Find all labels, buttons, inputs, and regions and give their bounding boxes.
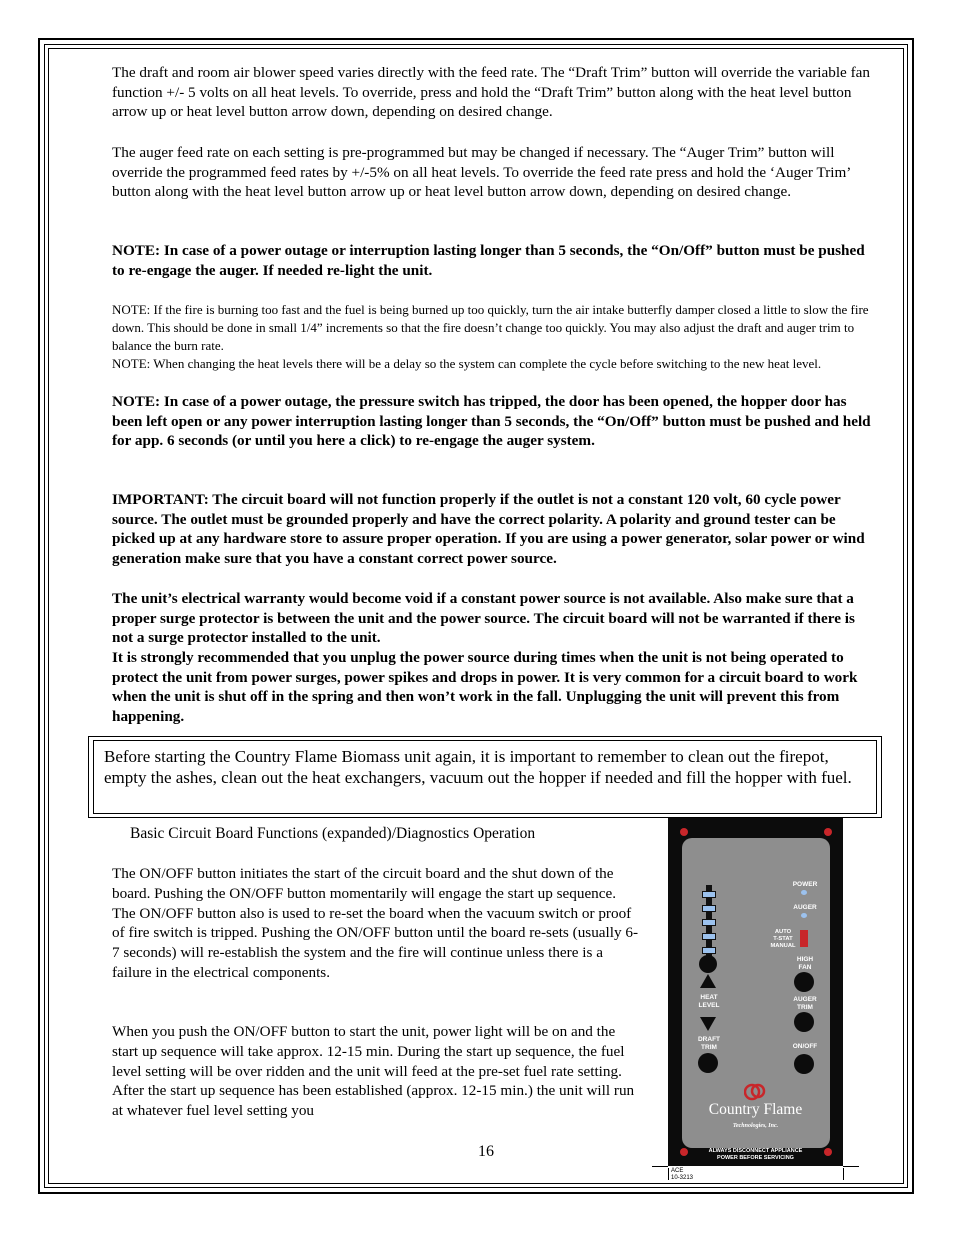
part-code-line-2: 10-3213 xyxy=(671,1174,694,1181)
draft-trim-label xyxy=(690,1036,728,1051)
mode-manual-text: MANUAL xyxy=(770,942,796,949)
onoff-button xyxy=(794,1054,814,1074)
level-indicator xyxy=(702,919,716,926)
draft-trim-button xyxy=(698,1053,718,1073)
mode-tstat-text: T-STAT xyxy=(773,935,793,942)
important-power-source: IMPORTANT: The circuit board will not function properly if the outlet is not a constant 120 volt, 60 cycle power source. The outlet must be grounded properly and have the correct polarity. A polarity and ground tester can be picked up at any hardware store to assure proper operation. If you are using a power generator, solar power or wind generation make sure that you have a constant correct power source. xyxy=(112,491,865,568)
level-indicator xyxy=(702,947,716,954)
mode-switch xyxy=(800,930,808,947)
auger-trim-text: AUGER xyxy=(793,996,817,1003)
crop-mark xyxy=(843,1166,859,1167)
note-power-outage: NOTE: In case of a power outage or interruption lasting longer than 5 seconds, the “On/Off” button must be pushed to re-engage the auger. If needed re-light the unit. xyxy=(112,242,865,279)
control-panel-image xyxy=(668,818,843,1166)
note-heat-level-delay: NOTE: When changing the heat levels there will be a delay so the system can complete the cycle before switching to the new heat level. xyxy=(112,356,822,371)
paragraph-start-sequence: When you push the ON/OFF button to start the unit, power light will be on and the start up sequence will take approx. 12-15 min. During the start up sequence, the fuel level setting will be over ridden and the unit will feed at the pre-set fuel rate setting. After the start up sequence has been established (approx. 12-15 min.) the unit will run at whatever fuel level setting you xyxy=(112,1023,635,1120)
important-unplug: It is strongly recommended that you unplug the power source during times when the unit is not being operated to protect the unit from power surges, power spikes and drops in power. It is very common for a circuit board to work when the unit is shut off in the spring and then won’t work in the fall. Unplugging the unit will prevent this from happening. xyxy=(112,649,858,726)
brand-name: Country Flame xyxy=(708,1101,803,1118)
section-title: Basic Circuit Board Functions (expanded)/Diagnostics Operation xyxy=(130,825,536,842)
service-warning xyxy=(668,1148,843,1161)
part-code xyxy=(671,1168,693,1181)
callout-text: Before starting the Country Flame Biomass unit again, it is important to remember to clean out the firepot, empty the ashes, clean out the heat exchangers, vacuum out the hopper if needed and fill the hopper with fuel. xyxy=(104,747,852,787)
arrow-up-icon xyxy=(700,974,716,988)
level-indicator xyxy=(702,905,716,912)
level-indicator xyxy=(702,933,716,940)
auger-label: AUGER xyxy=(793,904,817,911)
country-flame-logo-icon xyxy=(744,1082,766,1102)
screw-icon xyxy=(824,828,832,836)
fan-text: FAN xyxy=(798,963,812,971)
part-code-line-1: ACE xyxy=(671,1168,684,1174)
paragraph-onoff-button: The ON/OFF button initiates the start of the circuit board and the shut down of the board. Pushing the ON/OFF button momentarily will engage the start up sequence. The ON/OFF button also is used to re-set the board when the vacuum switch or proof of fire switch is tripped. Pushing the ON/OFF button until the board re-sets (usually 6-7 seconds) will re-establish the system and the fire will continue unless there is a failure in the electrical components. xyxy=(112,865,639,981)
mode-auto-text: AUTO xyxy=(774,929,792,935)
level-indicator xyxy=(702,891,716,898)
auger-trim-text-2: TRIM xyxy=(797,1003,813,1011)
high-text: HIGH xyxy=(796,956,814,963)
screw-icon xyxy=(680,828,688,836)
page-number: 16 xyxy=(478,1143,494,1160)
note-fire-too-fast: NOTE: If the fire is burning too fast and the fuel is being burned up too quickly, turn the air intake butterfly damper closed a little to slow the fire down. This should be done in small 1/4” increments so that the fire doesn’t change too quickly. You may also adjust the draft and auger trim to balance the burn rate. xyxy=(112,302,869,353)
high-fan-label xyxy=(780,956,830,971)
mode-labels xyxy=(762,929,804,949)
crop-mark xyxy=(652,1166,668,1167)
crop-mark xyxy=(843,1168,844,1180)
important-warranty: The unit’s electrical warranty would become void if a constant power source is not available. Also make sure that a proper surge protector is between the unit and the power source. The circuit board will not be warranted if there is not a surge protector installed to the unit. xyxy=(112,590,855,647)
paragraph-auger-trim: The auger feed rate on each setting is pre-programmed but may be changed if necessary. The “Auger Trim” button will override the programmed feed rates by +/-5% on all heat levels. To override the feed rate press and hold the ‘Auger Trim’ button along with the heat level button arrow up or heat level button arrow down, depending on desired change. xyxy=(112,144,851,201)
brand-subtitle: Technologies, Inc. xyxy=(732,1123,779,1129)
power-led xyxy=(801,890,807,895)
note-pressure-switch: NOTE: In case of a power outage, the pressure switch has tripped, the door has been opened, the hopper door has been left open or any power interruption lasting longer than 5 seconds, the “On/Off” button must be pushed and held for app. 6 seconds (or until you here a click) to re-engage the auger system. xyxy=(112,393,871,450)
auger-trim-button xyxy=(794,1012,814,1032)
crop-mark xyxy=(668,1168,669,1180)
paragraph-draft-trim: The draft and room air blower speed varies directly with the feed rate. The “Draft Trim” button will override the variable fan function +/- 5 volts on all heat levels. To override, press and hold the “Draft Trim” button along with the heat level button arrow up or heat level button arrow down, depending on desired change. xyxy=(112,64,870,121)
level-knob xyxy=(699,955,717,973)
auger-trim-label xyxy=(780,996,830,1011)
power-label: POWER xyxy=(792,881,818,888)
level-text: LEVEL xyxy=(698,1001,720,1009)
warning-line-1: ALWAYS DISCONNECT APPLIANCE xyxy=(708,1148,803,1154)
auger-led xyxy=(801,913,807,918)
heat-text: HEAT xyxy=(700,994,718,1001)
trim-text: TRIM xyxy=(701,1043,717,1051)
draft-text: DRAFT xyxy=(697,1036,721,1043)
high-fan-button xyxy=(794,972,814,992)
onoff-label: ON/OFF xyxy=(792,1043,818,1050)
heat-level-label xyxy=(690,994,728,1009)
arrow-down-icon xyxy=(700,1017,716,1031)
warning-line-2: POWER BEFORE SERVICING xyxy=(717,1154,794,1161)
